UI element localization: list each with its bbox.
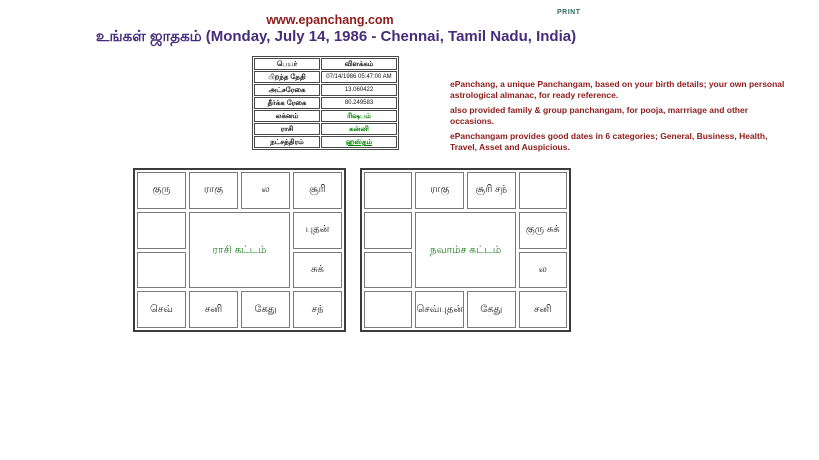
rasi-chart-title: ராசி கட்டம் — [189, 212, 290, 289]
table-row — [254, 58, 397, 70]
page-title-tamil: உங்கள் ஜாதகம் — [95, 28, 202, 45]
rasi-cell-empty — [137, 212, 186, 249]
nakshatra-label: நட்சத்திரம் — [254, 136, 320, 148]
lagnam-label: லக்னம் — [254, 110, 320, 122]
navamsa-cell-mars-mercury: செவ்புதன் — [415, 291, 464, 328]
page-title-detail: (Monday, July 14, 1986 - Chennai, Tamil Nadu, India) — [205, 28, 577, 45]
navamsa-chart-title: நவாம்ச கட்டம் — [415, 212, 515, 289]
table-row — [254, 71, 397, 83]
rasi-cell-empty — [137, 252, 186, 289]
birth-date-label: பிறந்த தேதி — [254, 71, 320, 83]
rasi-chart — [133, 168, 346, 332]
navamsa-cell-ketu: கேது — [467, 291, 515, 328]
navamsa-cell-empty — [519, 172, 567, 209]
birth-details-table — [252, 56, 399, 150]
rasi-cell-mars: செவ் — [137, 291, 186, 328]
latitude-value: 13.060422 — [321, 84, 397, 96]
navamsa-cell-guru-venus: குரு சுக் — [519, 212, 567, 249]
latitude-label: அட்சரேகை — [254, 84, 320, 96]
table-row — [254, 123, 397, 135]
navamsa-cell-empty — [364, 172, 412, 209]
table-row — [254, 84, 397, 96]
rasi-cell-guru: குரு — [137, 172, 186, 209]
navamsa-cell-empty — [364, 252, 412, 289]
rasi-cell-ketu: கேது — [241, 291, 290, 328]
rasi-cell-mercury: புதன் — [293, 212, 342, 249]
rasi-cell-venus: சுக் — [293, 252, 342, 289]
navamsa-cell-saturn: சனி — [519, 291, 567, 328]
name-value: விளக்கம் — [321, 58, 397, 70]
lagnam-value: ரிஷபம் — [321, 110, 397, 122]
rasi-label: ராசி — [254, 123, 320, 135]
rasi-value: கன்னி — [321, 123, 397, 135]
navamsa-cell-sun-moon: சூரி சந் — [467, 172, 515, 209]
table-row — [254, 97, 397, 109]
longitude-value: 80.249583 — [321, 97, 397, 109]
navamsa-cell-lagna: ல — [519, 252, 567, 289]
birth-date-value: 07/14/1986 05:47:00 AM — [321, 71, 397, 83]
name-label: பெயர் — [254, 58, 320, 70]
rasi-cell-saturn: சனி — [189, 291, 238, 328]
about-paragraph-2: also provided family & group panchangam, for pooja, marrriage and other occasions. — [450, 105, 749, 126]
site-link[interactable]: www.epanchang.com — [266, 13, 394, 27]
page-title — [0, 28, 672, 47]
rasi-cell-sun: சூரி — [293, 172, 342, 209]
nakshatra-link[interactable]: ஹஸ்தம் — [321, 136, 397, 148]
rasi-cell-lagna: ல — [241, 172, 290, 209]
table-row — [254, 110, 397, 122]
about-epanchang-text — [450, 79, 788, 157]
rasi-cell-moon: சந் — [293, 291, 342, 328]
navamsa-cell-empty — [364, 291, 412, 328]
navamsa-cell-rahu: ராகு — [415, 172, 464, 209]
navamsa-cell-empty — [364, 212, 412, 249]
rasi-cell-rahu: ராகு — [189, 172, 238, 209]
print-button[interactable]: PRINT — [557, 9, 581, 16]
navamsa-chart — [360, 168, 571, 332]
about-paragraph-1: ePanchang, a unique Panchangam, based on your birth details; your own personal astrological almanac, for ready reference. — [450, 79, 785, 100]
table-row — [254, 136, 397, 148]
about-paragraph-3: ePanchangam provides good dates in 6 categories; General, Business, Health, Travel, Asset and Auspicious. — [450, 131, 768, 152]
longitude-label: தீர்க்க ரேகை — [254, 97, 320, 109]
